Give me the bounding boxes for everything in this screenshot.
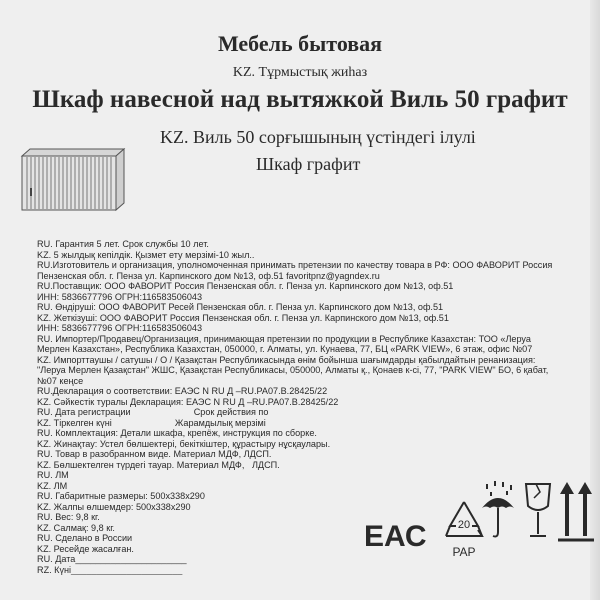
body-line: RU. Импортер/Продавец/Организация, принимающая претензии по продукции в Республике Казахстан: ТОО «Леруа bbox=[37, 333, 531, 344]
body-line: RU. Гарантия 5 лет. Срок службы 10 лет. bbox=[37, 239, 209, 249]
category-title-ru: Мебель бытовая bbox=[217, 31, 383, 56]
fragile-icon bbox=[526, 484, 550, 536]
body-line: "Леруа Мерлен Қазақстан" ЖШС, Қазақстан Республикасы, 050000, Алматы қ., Қонаев к-сі, 77, "PARK VIEW" БО, 6 қабат, bbox=[37, 365, 549, 375]
body-line: RU. Дата регистрации Срок действия по bbox=[37, 407, 269, 417]
body-line: №07 кеңсе bbox=[37, 375, 84, 386]
body-line: KZ. Тіркелген күні Жарамдылық мерзімі bbox=[37, 417, 266, 428]
body-line: KZ. Салмақ: 9,8 кг. bbox=[37, 522, 115, 533]
body-line: RU. Өндіруші: ООО ФАВОРИТ Ресей Пензенская обл. г. Пенза ул. Карпинского дом №13, оф.51 bbox=[37, 302, 444, 312]
body-line: RU. Сделано в России bbox=[37, 533, 133, 543]
body-line: RU. Вес: 9,8 кг. bbox=[37, 512, 100, 522]
cabinet-illustration bbox=[18, 148, 126, 212]
body-line: KZ. 5 жылдық кепілдік. Қызмет ету мерзімі-10 жыл.. bbox=[37, 249, 255, 260]
body-line: RU.Декларация о соответствии: ЕАЭС N RU Д –RU.PA07.B.28425/22 bbox=[37, 386, 328, 396]
body-line: RU. Комплектация: Детали шкафа, крепёж, инструкция по сборке. bbox=[37, 428, 317, 438]
recycle-icon bbox=[446, 502, 482, 559]
body-line: Пензенская обл. г. Пенза ул. Карпинского дом №13, оф.51 favoritpnz@yagndex.ru bbox=[37, 270, 380, 281]
body-line: RU. Дата______________________ bbox=[37, 554, 187, 564]
body-line: Мерлен Казахстан», Республика Казахстан, 050000, г. Алматы, ул. Кунаева, 77, БЦ «PARK VIEW», 6 этаж, офис №07 bbox=[37, 344, 533, 354]
body-line: KZ. Бөлшектелген түрдегі тауар. Материал МДФ, ЛДСП. bbox=[37, 459, 280, 470]
this-way-up-icon bbox=[558, 482, 594, 540]
body-line: KZ. Жинақтау: Устел бөлшектері, бекіткіштер, құрастыру нұсқаулары. bbox=[37, 438, 331, 449]
body-line: RU. ЛМ bbox=[37, 470, 69, 480]
body-line: RZ. Күні______________________ bbox=[37, 564, 183, 575]
keep-dry-icon bbox=[482, 481, 514, 537]
body-line: KZ. Жеткізуші: ООО ФАВОРИТ Россия Пензенская обл. г. Пенза ул. Карпинского дом №13, оф.51 bbox=[37, 312, 449, 323]
body-line: KZ. Сәйкестік туралы Декларация: ЕАЭС N RU Д –RU.PA07.B.28425/22 bbox=[37, 396, 339, 407]
eac-mark bbox=[364, 520, 427, 553]
body-line: RU. Габаритные размеры: 500x338x290 bbox=[37, 491, 205, 501]
body-line: ИНН: 5836677796 ОГРН:116583506043 bbox=[37, 291, 202, 302]
body-line: KZ. Импорттаушы / сатушы / О / Қазақстан Республикасында өнім бойынша шағымдарды қабылдайтын ренанизация: bbox=[37, 354, 536, 365]
body-line: RU. Товар в разобранном виде. Материал МДФ, ЛДСП. bbox=[37, 449, 272, 459]
body-line: RU.Поставщик: ООО ФАВОРИТ Россия Пензенская обл. г. Пенза ул. Карпинского дом №13, оф.51 bbox=[37, 281, 454, 291]
body-line: ИНН: 5836677796 ОГРН:116583506043 bbox=[37, 323, 202, 333]
body-line: KZ. Жалпы өлшемдер: 500x338x290 bbox=[37, 501, 191, 512]
recycle-code: 20 bbox=[457, 519, 471, 531]
category-title-kz: KZ. Тұрмыстық жиһаз bbox=[232, 65, 368, 80]
body-line: KZ. ЛМ bbox=[37, 480, 68, 491]
eac-text: ЕАС bbox=[364, 520, 427, 553]
body-line: RU.Изготовитель и организация, уполномоченная принимать претензии по качеству товара в РФ: ООО ФАВОРИТ Россия bbox=[37, 260, 553, 270]
product-title-kz: KZ. Виль 50 сорғышының үстіндегі ілулі bbox=[160, 127, 476, 147]
recycle-label: PAP bbox=[452, 545, 476, 559]
body-line: KZ. Ресейде жасалған. bbox=[37, 543, 134, 554]
marking-icons bbox=[350, 470, 600, 580]
product-title-ru: Шкаф навесной над вытяжкой Виль 50 графит bbox=[32, 86, 568, 113]
product-short-title: Шкаф графит bbox=[256, 154, 361, 174]
